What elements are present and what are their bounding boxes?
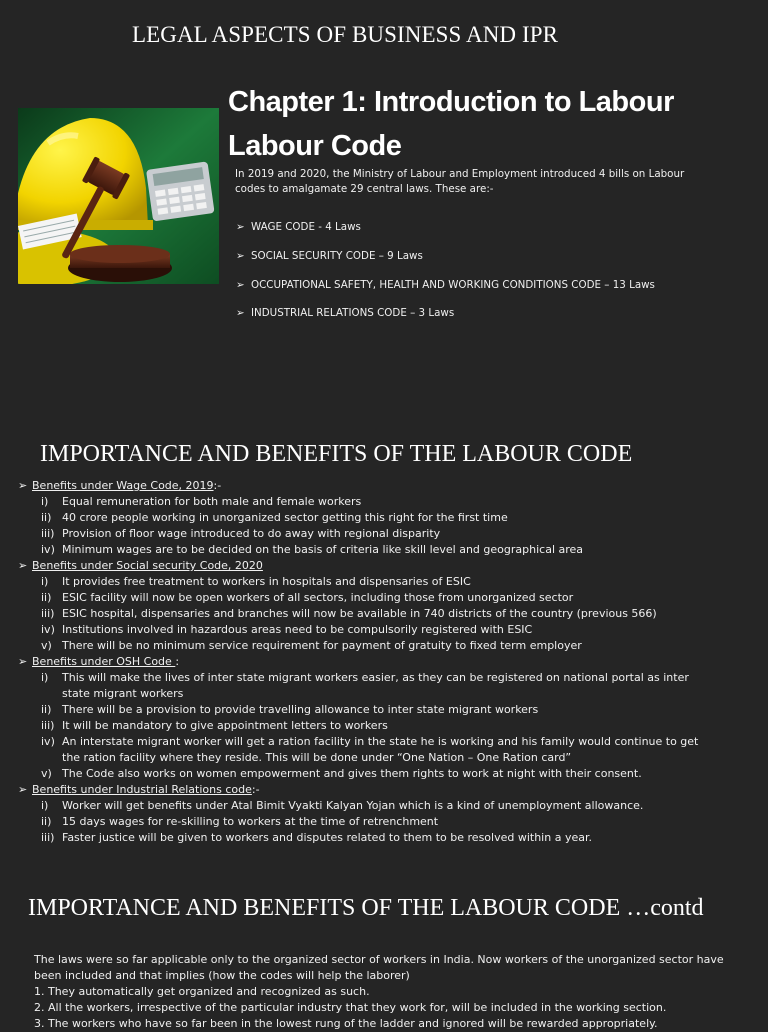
benefit-item: [18, 510, 738, 526]
code-item-industrial-relations: [236, 307, 454, 319]
item-number: v): [41, 639, 52, 652]
benefit-group-social-security-code: [18, 558, 738, 574]
item-text: This will make the lives of inter state migrant workers easier, as they can be registered on national portal as inter state migrant workers: [62, 671, 689, 700]
code-item-label: WAGE CODE - 4 Laws: [251, 221, 361, 233]
item-text: Worker will get benefits under Atal Bimit Vyakti Kalyan Yojan which is a kind of unemployment allowance.: [62, 799, 644, 812]
chapter-title-line-1: Chapter 1: Introduction to Labour: [228, 86, 674, 118]
section-heading-importance-contd: IMPORTANCE AND BENEFITS OF THE LABOUR CODE …contd: [28, 895, 704, 921]
item-text: 40 crore people working in unorganized sector getting this right for the first time: [62, 511, 508, 524]
document-title: LEGAL ASPECTS OF BUSINESS AND IPR: [131, 22, 559, 47]
arrow-bullet-icon: ➢: [18, 559, 28, 572]
item-number: i): [41, 575, 49, 588]
arrow-bullet-icon: ➢: [18, 655, 28, 668]
code-item-social-security: [236, 250, 423, 262]
benefit-group-osh-code: [18, 654, 738, 670]
item-text: 15 days wages for re-skilling to workers at the time of retrenchment: [62, 815, 439, 828]
item-text: It provides free treatment to workers in hospitals and dispensaries of ESIC: [62, 575, 471, 588]
item-number: iv): [41, 735, 55, 748]
item-number: iv): [41, 623, 55, 636]
benefit-group-title: Benefits under Wage Code, 2019: [32, 479, 214, 492]
item-number: iii): [41, 527, 55, 540]
benefit-item: [18, 702, 738, 718]
item-number: ii): [41, 511, 52, 524]
item-text: It will be mandatory to give appointment letters to workers: [62, 719, 388, 732]
item-number: iii): [41, 607, 55, 620]
benefit-item: [18, 798, 738, 814]
arrow-bullet-icon: ➢: [18, 479, 28, 492]
benefit-group-suffix: :-: [251, 783, 260, 796]
benefit-item: [18, 526, 738, 542]
item-number: iii): [41, 831, 55, 844]
item-text: The Code also works on women empowerment and gives them rights to work at night with their consent.: [62, 767, 642, 780]
contd-point-2: 2. All the workers, irrespective of the particular industry that they work for, will be included in the working section.: [34, 1001, 667, 1014]
item-text: There will be no minimum service requirement for payment of gratuity to fixed term employer: [62, 639, 582, 652]
code-item-osh: [236, 279, 655, 291]
benefit-item: [18, 494, 738, 510]
item-number: ii): [41, 815, 52, 828]
benefit-group-suffix: :-: [213, 479, 222, 492]
contd-point-1: 1. They automatically get organized and recognized as such.: [34, 985, 370, 998]
benefit-group-title: Benefits under Industrial Relations code: [32, 783, 252, 796]
benefit-item: [18, 574, 738, 590]
benefit-item: [18, 606, 738, 622]
item-text: There will be a provision to provide travelling allowance to inter state migrant workers: [62, 703, 539, 716]
benefit-item: [18, 830, 738, 846]
item-text: Faster justice will be given to workers and disputes related to them to be resolved within a year.: [62, 831, 592, 844]
benefit-group-industrial-relations-code: [18, 782, 738, 798]
chapter-title: [228, 80, 748, 168]
item-text: Minimum wages are to be decided on the basis of criteria like skill level and geographical area: [62, 543, 584, 556]
chapter-title-line-2: Labour Code: [228, 130, 402, 162]
item-text: ESIC hospital, dispensaries and branches will now be available in 740 districts of the country (previous 566): [62, 607, 657, 620]
item-number: ii): [41, 591, 52, 604]
benefit-group-title: Benefits under Social security Code, 2020: [32, 559, 263, 572]
code-item-label: OCCUPATIONAL SAFETY, HEALTH AND WORKING CONDITIONS CODE – 13 Laws: [251, 279, 655, 291]
gavel-hardhat-illustration: [18, 108, 219, 284]
benefit-item: [18, 622, 738, 638]
item-number: i): [41, 671, 49, 684]
contd-point-3: 3. The workers who have so far been in the lowest rung of the ladder and ignored will be rewarded appropriately.: [34, 1017, 658, 1030]
benefit-item: [18, 814, 738, 830]
benefit-item: [18, 766, 738, 782]
arrow-bullet-icon: ➢: [236, 279, 245, 291]
arrow-bullet-icon: ➢: [236, 221, 245, 233]
benefit-group-wage-code: [18, 478, 738, 494]
arrow-bullet-icon: ➢: [236, 307, 245, 319]
item-text: An interstate migrant worker will get a ration facility in the state he is working and his family would continue to get the ration facility where they reside. This will be done under “One Nation – One Ration card”: [62, 735, 699, 764]
benefit-item: [18, 734, 738, 766]
benefit-item: [18, 670, 738, 702]
code-item-label: INDUSTRIAL RELATIONS CODE – 3 Laws: [251, 307, 455, 319]
item-number: v): [41, 767, 52, 780]
benefit-group-suffix: :: [175, 655, 180, 668]
item-number: i): [41, 799, 49, 812]
arrow-bullet-icon: ➢: [18, 783, 28, 796]
benefit-item: [18, 638, 738, 654]
code-item-wage: [236, 221, 361, 233]
item-text: ESIC facility will now be open workers of all sectors, including those from unorganized sector: [62, 591, 574, 604]
benefit-item: [18, 718, 738, 734]
item-text: Institutions involved in hazardous areas need to be compulsorily registered with ESIC: [62, 623, 533, 636]
benefit-group-title: Benefits under OSH Code: [32, 655, 176, 668]
item-number: i): [41, 495, 49, 508]
item-number: iii): [41, 719, 55, 732]
item-text: Equal remuneration for both male and female workers: [62, 495, 362, 508]
chapter-intro: In 2019 and 2020, the Ministry of Labour and Employment introduced 4 bills on Labour codes to amalgamate 29 central laws. These are:-: [235, 168, 685, 195]
arrow-bullet-icon: ➢: [236, 250, 245, 262]
contd-paragraph: The laws were so far applicable only to the organized sector of workers in India. Now workers of the unorganized sector have been included and that implies (how the codes will help the laborer): [34, 953, 724, 982]
section-heading-importance: IMPORTANCE AND BENEFITS OF THE LABOUR CODE: [40, 441, 633, 467]
code-item-label: SOCIAL SECURITY CODE – 9 Laws: [251, 250, 423, 262]
labour-law-image: [18, 108, 219, 284]
item-number: iv): [41, 543, 55, 556]
contd-body-text: [34, 952, 724, 1032]
item-text: Provision of floor wage introduced to do away with regional disparity: [62, 527, 441, 540]
benefit-item: [18, 590, 738, 606]
benefits-list: [18, 478, 738, 846]
item-number: ii): [41, 703, 52, 716]
benefit-item: [18, 542, 738, 558]
